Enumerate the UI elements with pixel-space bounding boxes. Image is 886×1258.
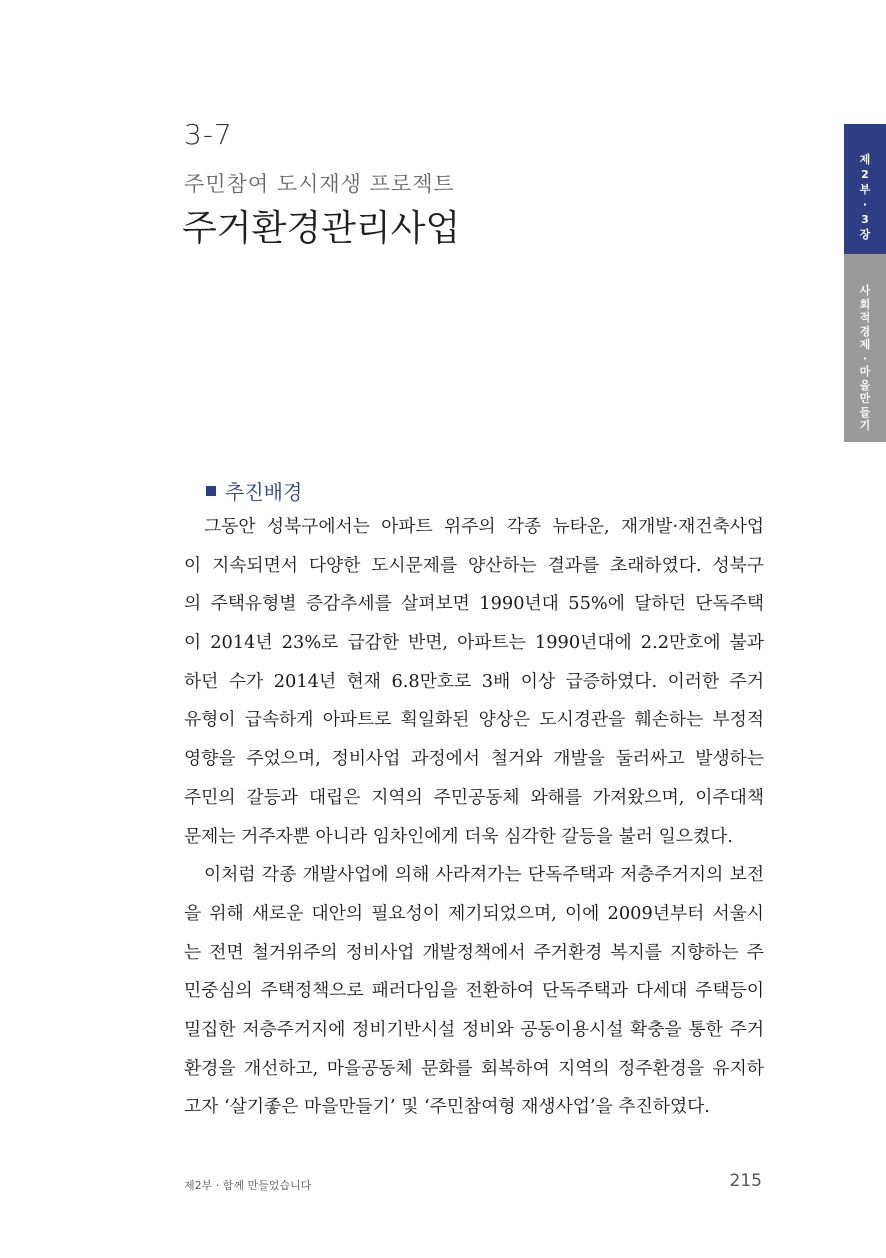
body-line: 는 전면 철거위주의 정비사업 개발정책에서 주거환경 복지를 지향하는 주 (184, 941, 764, 963)
body-line: 이처럼 각종 개발사업에 의해 사라져가는 단독주택과 저층주거지의 보전 (204, 864, 764, 886)
body-text (184, 508, 764, 1127)
body-line: 유형이 급속하게 아파트로 획일화된 양상은 도시경관을 훼손하는 부정적 (184, 709, 764, 731)
topic-tab-char: 마 (859, 365, 871, 378)
section-heading (206, 476, 302, 505)
section-number: 3-7 (184, 118, 233, 151)
body-line: 을 위해 새로운 대안의 필요성이 제기되었으며, 이에 2009년부터 서울시 (184, 902, 764, 924)
body-line: 환경을 개선하고, 마을공동체 문화를 회복하여 지역의 정주환경을 유지하 (184, 1057, 764, 1079)
footer-part-title: 제2부 · 함께 만들었습니다 (184, 1179, 312, 1192)
chapter-tab-char: · (862, 198, 868, 211)
topic-tab-char: 회 (859, 297, 871, 311)
body-line: 이 지속되면서 다양한 도시문제를 양산하는 결과를 초래하였다. 성북구 (184, 554, 764, 576)
body-line: 그동안 성북구에서는 아파트 위주의 각종 뉴타운, 재개발·재건축사업 (204, 516, 764, 537)
topic-tab-char: 제 (859, 338, 871, 351)
topic-tab-char: 사 (859, 284, 871, 297)
chapter-tab-char: 제 (859, 153, 871, 166)
chapter-tab (844, 124, 886, 254)
body-line: 의 주택유형별 증감추세를 살펴보면 1990년대 55%에 달하던 단독주택 (184, 593, 764, 615)
topic-tab-char: · (862, 351, 868, 365)
topic-tab-char: 만 (859, 392, 871, 405)
topic-tab (844, 254, 886, 442)
chapter-tab-char: 장 (859, 228, 871, 241)
body-line: 문제는 거주자뿐 아니라 임차인에게 더욱 심각한 갈등을 불러 일으켰다. (184, 825, 733, 847)
topic-tab-char: 적 (859, 311, 871, 324)
square-bullet-icon (206, 486, 216, 496)
chapter-tab-char: 2 (861, 168, 869, 181)
topic-tab-char: 들 (859, 405, 871, 419)
section-heading-text: 추진배경 (225, 480, 303, 504)
body-line: 주민의 갈등과 대립은 지역의 주민공동체 와해를 가져왔으며, 이주대책 (184, 786, 764, 808)
body-line: 고자 ‘살기좋은 마을만들기’ 및 ‘주민참여형 재생사업’을 추진하였다. (184, 1096, 710, 1118)
page-subtitle: 주민참여 도시재생 프로젝트 (184, 172, 455, 196)
topic-tab-char: 경 (859, 324, 871, 338)
body-line: 영향을 주었으며, 정비사업 과정에서 철거와 개발을 둘러싸고 발생하는 (184, 748, 764, 770)
body-line: 밀집한 저층주거지에 정비기반시설 정비와 공동이용시설 확충을 통한 주거 (184, 1018, 764, 1040)
page-number: 215 (729, 1171, 762, 1191)
body-line: 이 2014년 23%로 급감한 반면, 아파트는 1990년대에 2.2만호에 불과 (184, 632, 764, 654)
body-line: 하던 수가 2014년 현재 6.8만호로 3배 이상 급증하였다. 이러한 주거 (184, 670, 764, 692)
topic-tab-char: 기 (859, 419, 871, 432)
chapter-tab-char: 3 (861, 213, 869, 226)
body-line: 민중심의 주택정책으로 패러다임을 전환하여 단독주택과 다세대 주택등이 (184, 980, 764, 1002)
page-title: 주거환경관리사업 (182, 208, 461, 249)
chapter-tab-char: 부 (859, 183, 871, 196)
topic-tab-char: 을 (859, 378, 871, 392)
